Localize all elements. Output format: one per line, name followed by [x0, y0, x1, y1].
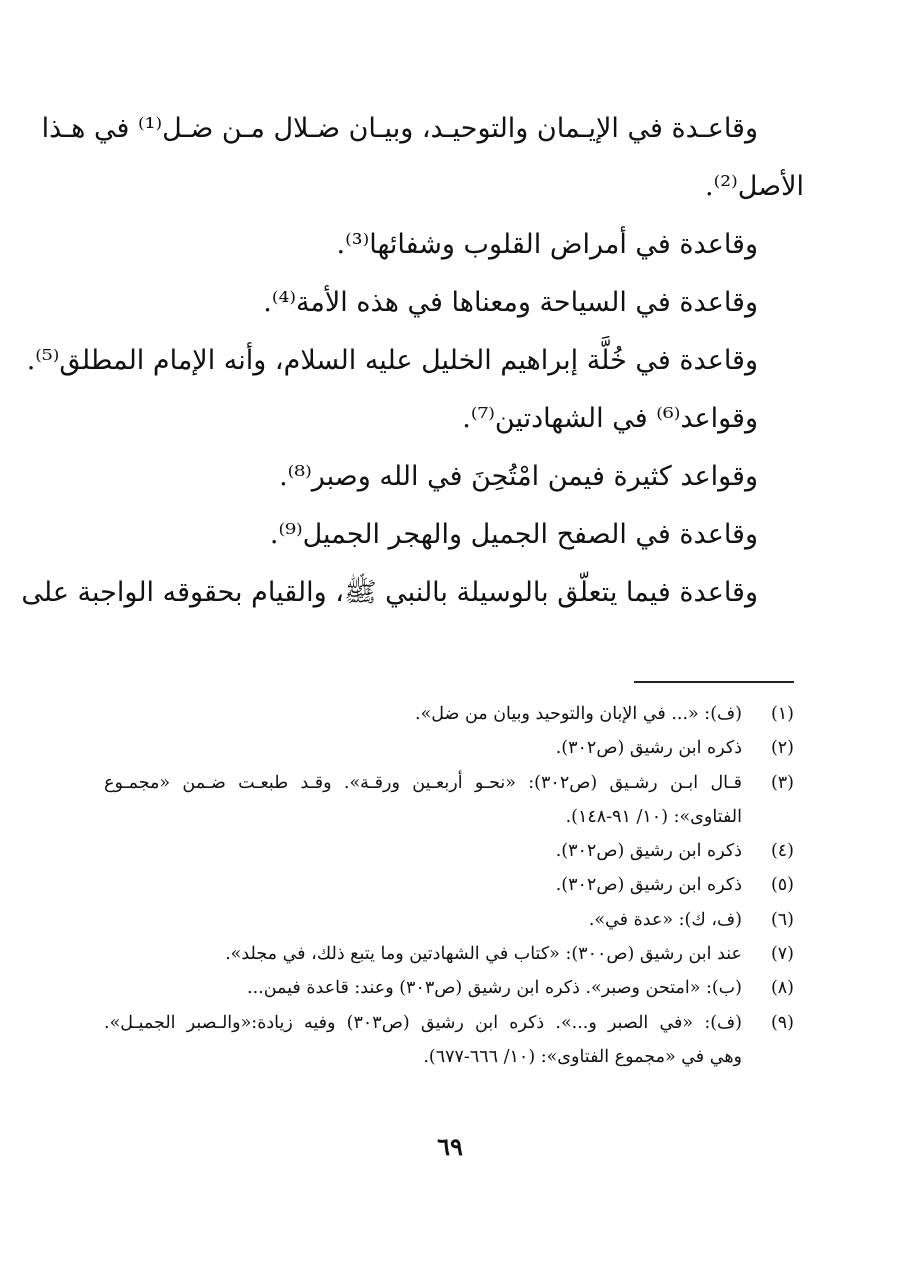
footnote-number: (٢)	[770, 738, 794, 759]
footnote-text: ذكره ابن رشيق (ص٣٠٢).	[555, 841, 742, 862]
footnote-text: (ف، ك): «عدة في».	[588, 909, 742, 930]
footnote-4	[104, 834, 794, 868]
footnote-number: (٦)	[770, 909, 794, 930]
footnote-text	[104, 766, 742, 835]
footnote-1	[104, 697, 794, 731]
main-text-block	[21, 100, 804, 622]
footnote-text: عند ابن رشيق (ص٣٠٠): «كتاب في الشهادتين وما يتبع ذلك، في مجلد».	[225, 944, 742, 965]
footnote-number: (٨)	[770, 978, 794, 999]
footnote-number: (٩)	[770, 1012, 794, 1033]
page-number: ٦٩	[437, 1132, 463, 1161]
footnotes-block	[104, 697, 794, 1074]
body-line-2: الأصل⁽²⁾.	[705, 171, 804, 202]
footnote-line: (ف): «في الصبر و...». ذكره ابن رشيق (ص٣٠٣) وفيه زيادة:«والـصبر الجميـل».	[104, 1012, 743, 1033]
footnote-text: (ب): «امتحن وصبر». ذكره ابن رشيق (ص٣٠٣) وعند: قاعدة فيمن...	[247, 978, 742, 999]
footnote-separator	[634, 681, 794, 683]
footnote-text	[104, 1006, 742, 1075]
footnote-line: وهي في «مجموع الفتاوى»: (١٠/ ٦٦٦-٦٧٧).	[423, 1046, 742, 1067]
footnote-5	[104, 868, 794, 902]
body-line-7: وقواعد كثيرة فيمن امْتُحِنَ في الله وصبر⁽⁸⁾.	[279, 461, 758, 492]
footnote-number: (٧)	[770, 944, 794, 965]
footnote-8	[104, 971, 794, 1005]
footnote-text: (ف): «... في الإبان والتوحيد وبيان من ضل».	[415, 704, 742, 724]
body-line-3: وقاعدة في أمراض القلوب وشفائها⁽³⁾.	[336, 229, 758, 260]
body-line-9: وقاعدة فيما يتعلّق بالوسيلة بالنبي ﷺ، والقيام بحقوقه الواجبة على	[21, 577, 758, 608]
footnote-text: ذكره ابن رشيق (ص٣٠٢).	[555, 875, 742, 896]
footnote-line: قـال ابـن رشـيق (ص٣٠٢): «نحـو أربعـين ورقـة». وقـد طبعـت ضـمن «مجمـوع	[104, 772, 742, 793]
footnote-number: (٤)	[770, 841, 794, 862]
footnote-6	[104, 903, 794, 937]
footnote-number: (٥)	[770, 875, 794, 896]
footnote-number: (٣)	[770, 772, 794, 793]
footnote-7	[104, 937, 794, 971]
footnote-number: (١)	[770, 704, 794, 724]
footnote-2	[104, 731, 794, 765]
footnote-line: الفتاوى»: (١٠/ ٩١-١٤٨).	[565, 806, 742, 827]
footnote-text: ذكره ابن رشيق (ص٣٠٢).	[555, 738, 742, 759]
body-line-5: وقاعدة في خُلَّة إبراهيم الخليل عليه السلام، وأنه الإمام المطلق⁽⁵⁾.	[26, 345, 758, 376]
body-line-4: وقاعدة في السياحة ومعناها في هذه الأمة⁽⁴⁾.	[263, 287, 758, 318]
body-line-6: وقواعد⁽⁶⁾ في الشهادتين⁽⁷⁾.	[462, 403, 758, 434]
body-line-1: وقاعـدة في الإيـمان والتوحيـد، وبيـان ضـلال مـن ضـل⁽¹⁾ في هـذا	[41, 113, 758, 144]
body-line-8: وقاعدة في الصفح الجميل والهجر الجميل⁽⁹⁾.	[269, 519, 758, 550]
footnote-9	[104, 1006, 794, 1075]
footnote-3	[104, 766, 794, 835]
